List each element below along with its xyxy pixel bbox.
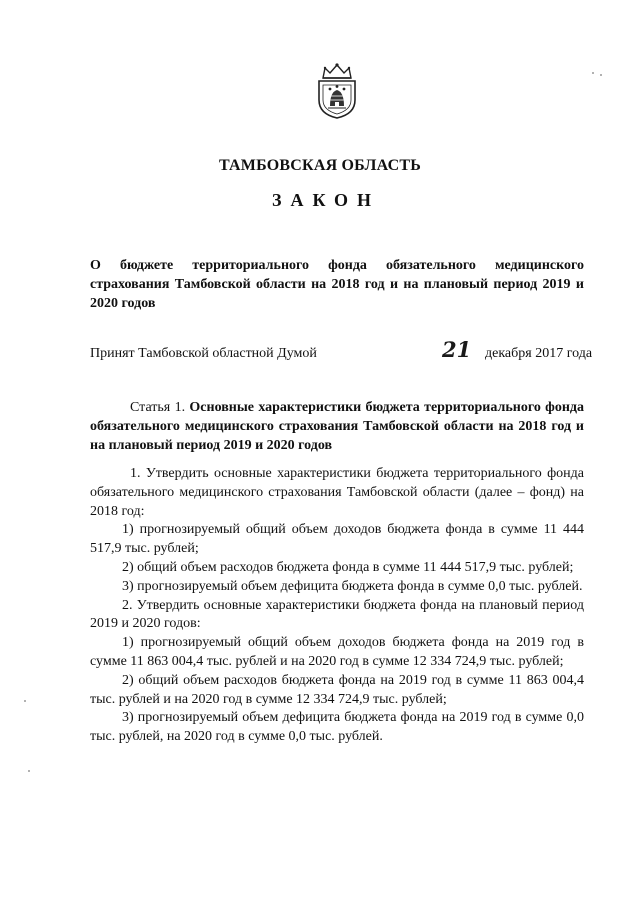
scan-speck (24, 700, 26, 702)
article-heading (90, 398, 584, 455)
paragraph: 3) прогнозируемый объем дефицита бюджета фонда в сумме 0,0 тыс. рублей. (122, 578, 583, 594)
law-title: О бюджете территориального фонда обязательного медицинского страхования Тамбовской области на 2018 год и на плановый период 2019 и 2020 годов (90, 258, 584, 311)
article-body (90, 465, 584, 747)
paragraph: 3) прогнозируемый объем дефицита бюджета фонда на 2019 год в сумме 0,0 тыс. рублей, на 2020 год в сумме 0,0 тыс. рублей. (90, 710, 584, 745)
scan-speck (600, 74, 602, 76)
adoption-line (90, 337, 610, 366)
paragraph: 2) общий объем расходов бюджета фонда в сумме 11 444 517,9 тыс. рублей; (122, 559, 574, 575)
adoption-month-year: декабря 2017 года (485, 346, 593, 361)
region-heading: ТАМБОВСКАЯ ОБЛАСТЬ (218, 157, 422, 174)
document-type-heading: ЗАКОН (271, 190, 381, 210)
paragraph: 1) прогнозируемый общий объем доходов бюджета фонда на 2019 год в сумме 11 863 004,4 тыс. рублей и на 2020 год в сумме 12 334 724,9 тыс. рублей; (90, 635, 584, 669)
paragraph: 2) общий объем расходов бюджета фонда на 2019 год в сумме 11 863 004,4 тыс. рублей и на 2020 год в сумме 12 334 724,9 тыс. рублей; (90, 672, 584, 707)
adoption-day-handwritten: 21 (442, 337, 472, 362)
adopted-by: Принят Тамбовской областной Думой (90, 346, 317, 361)
article-title: Основные характеристики бюджета территориального фонда обязательного медицинского страхования Тамбовской области на 2018 год и на плановый период 2019 и 2020 годов (90, 400, 584, 453)
scan-speck (592, 72, 594, 74)
coat-of-arms-icon (315, 62, 359, 120)
paragraph: 1. Утвердить основные характеристики бюджета территориального фонда обязательного медицинского страхования Тамбовской области (далее – фонд) на 2018 год: (90, 466, 584, 519)
paragraph: 2. Утвердить основные характеристики бюджета фонда на плановый период 2019 и 2020 годов: (90, 597, 584, 632)
paragraph: 1) прогнозируемый общий объем доходов бюджета фонда в сумме 11 444 517,9 тыс. рублей; (90, 522, 584, 557)
article-label: Статья 1. (130, 400, 186, 415)
scan-speck (28, 770, 30, 772)
